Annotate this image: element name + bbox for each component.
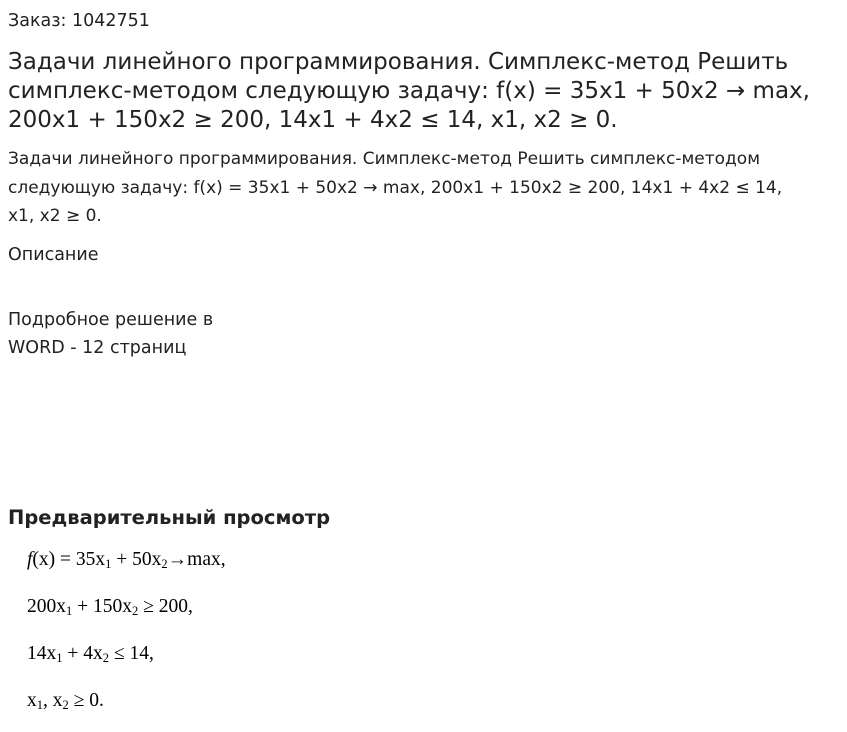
equation-subscript: 1 <box>56 651 63 665</box>
preview-equation-constraint-1 <box>27 590 427 637</box>
description-heading: Описание <box>8 245 99 265</box>
page-title: Задачи линейного программирования. Симплекс-метод Решить симплекс-методом следующую задачу: f(x) = 35x1 + 50x2 → max, 200x1 + 150x2 ≥ 200, 14x1 + 4x2 ≤ 14, x1, x2 ≥ 0. <box>8 49 810 133</box>
preview-document <box>27 543 427 731</box>
description-text <box>8 306 308 362</box>
equation-subscript: 1 <box>105 557 112 571</box>
equation-function-symbol: f <box>27 549 33 570</box>
description-line: Подробное решение в <box>8 310 214 330</box>
equation-part: x <box>27 690 37 711</box>
equation-part: (x) = 35x <box>32 549 106 570</box>
equation-subscript: 1 <box>66 604 73 618</box>
equation-part: , x <box>43 690 63 711</box>
equation-part: + 50x <box>111 549 162 570</box>
preview-equation-nonnegativity <box>27 684 427 731</box>
equation-part: + 150x <box>72 596 132 617</box>
equation-part: ≤ 14, <box>109 643 154 664</box>
equation-part: 14x <box>27 643 57 664</box>
equation-subscript: 2 <box>102 651 109 665</box>
preview-equation-constraint-2 <box>27 637 427 684</box>
equation-subscript: 2 <box>62 698 69 712</box>
order-number: Заказ: 1042751 <box>8 11 150 31</box>
description-line: WORD - 12 страниц <box>8 338 187 358</box>
equation-subscript: 1 <box>36 698 43 712</box>
equation-part: ≥ 0. <box>68 690 104 711</box>
equation-part: ≥ 200, <box>138 596 193 617</box>
preview-equation-objective <box>27 543 427 590</box>
task-summary: Задачи линейного программирования. Симплекс-метод Решить симплекс-методом следующую задачу: f(x) = 35x1 + 50x2 → max, 200x1 + 150x2 ≥ 200, 14x1 + 4x2 ≤ 14, x1, x2 ≥ 0. <box>8 149 783 226</box>
equation-part: →max, <box>167 549 226 570</box>
equation-part: + 4x <box>62 643 103 664</box>
equation-subscript: 2 <box>132 604 139 618</box>
equation-subscript: 2 <box>161 557 168 571</box>
preview-heading: Предварительный просмотр <box>8 506 331 529</box>
equation-part: 200x <box>27 596 66 617</box>
